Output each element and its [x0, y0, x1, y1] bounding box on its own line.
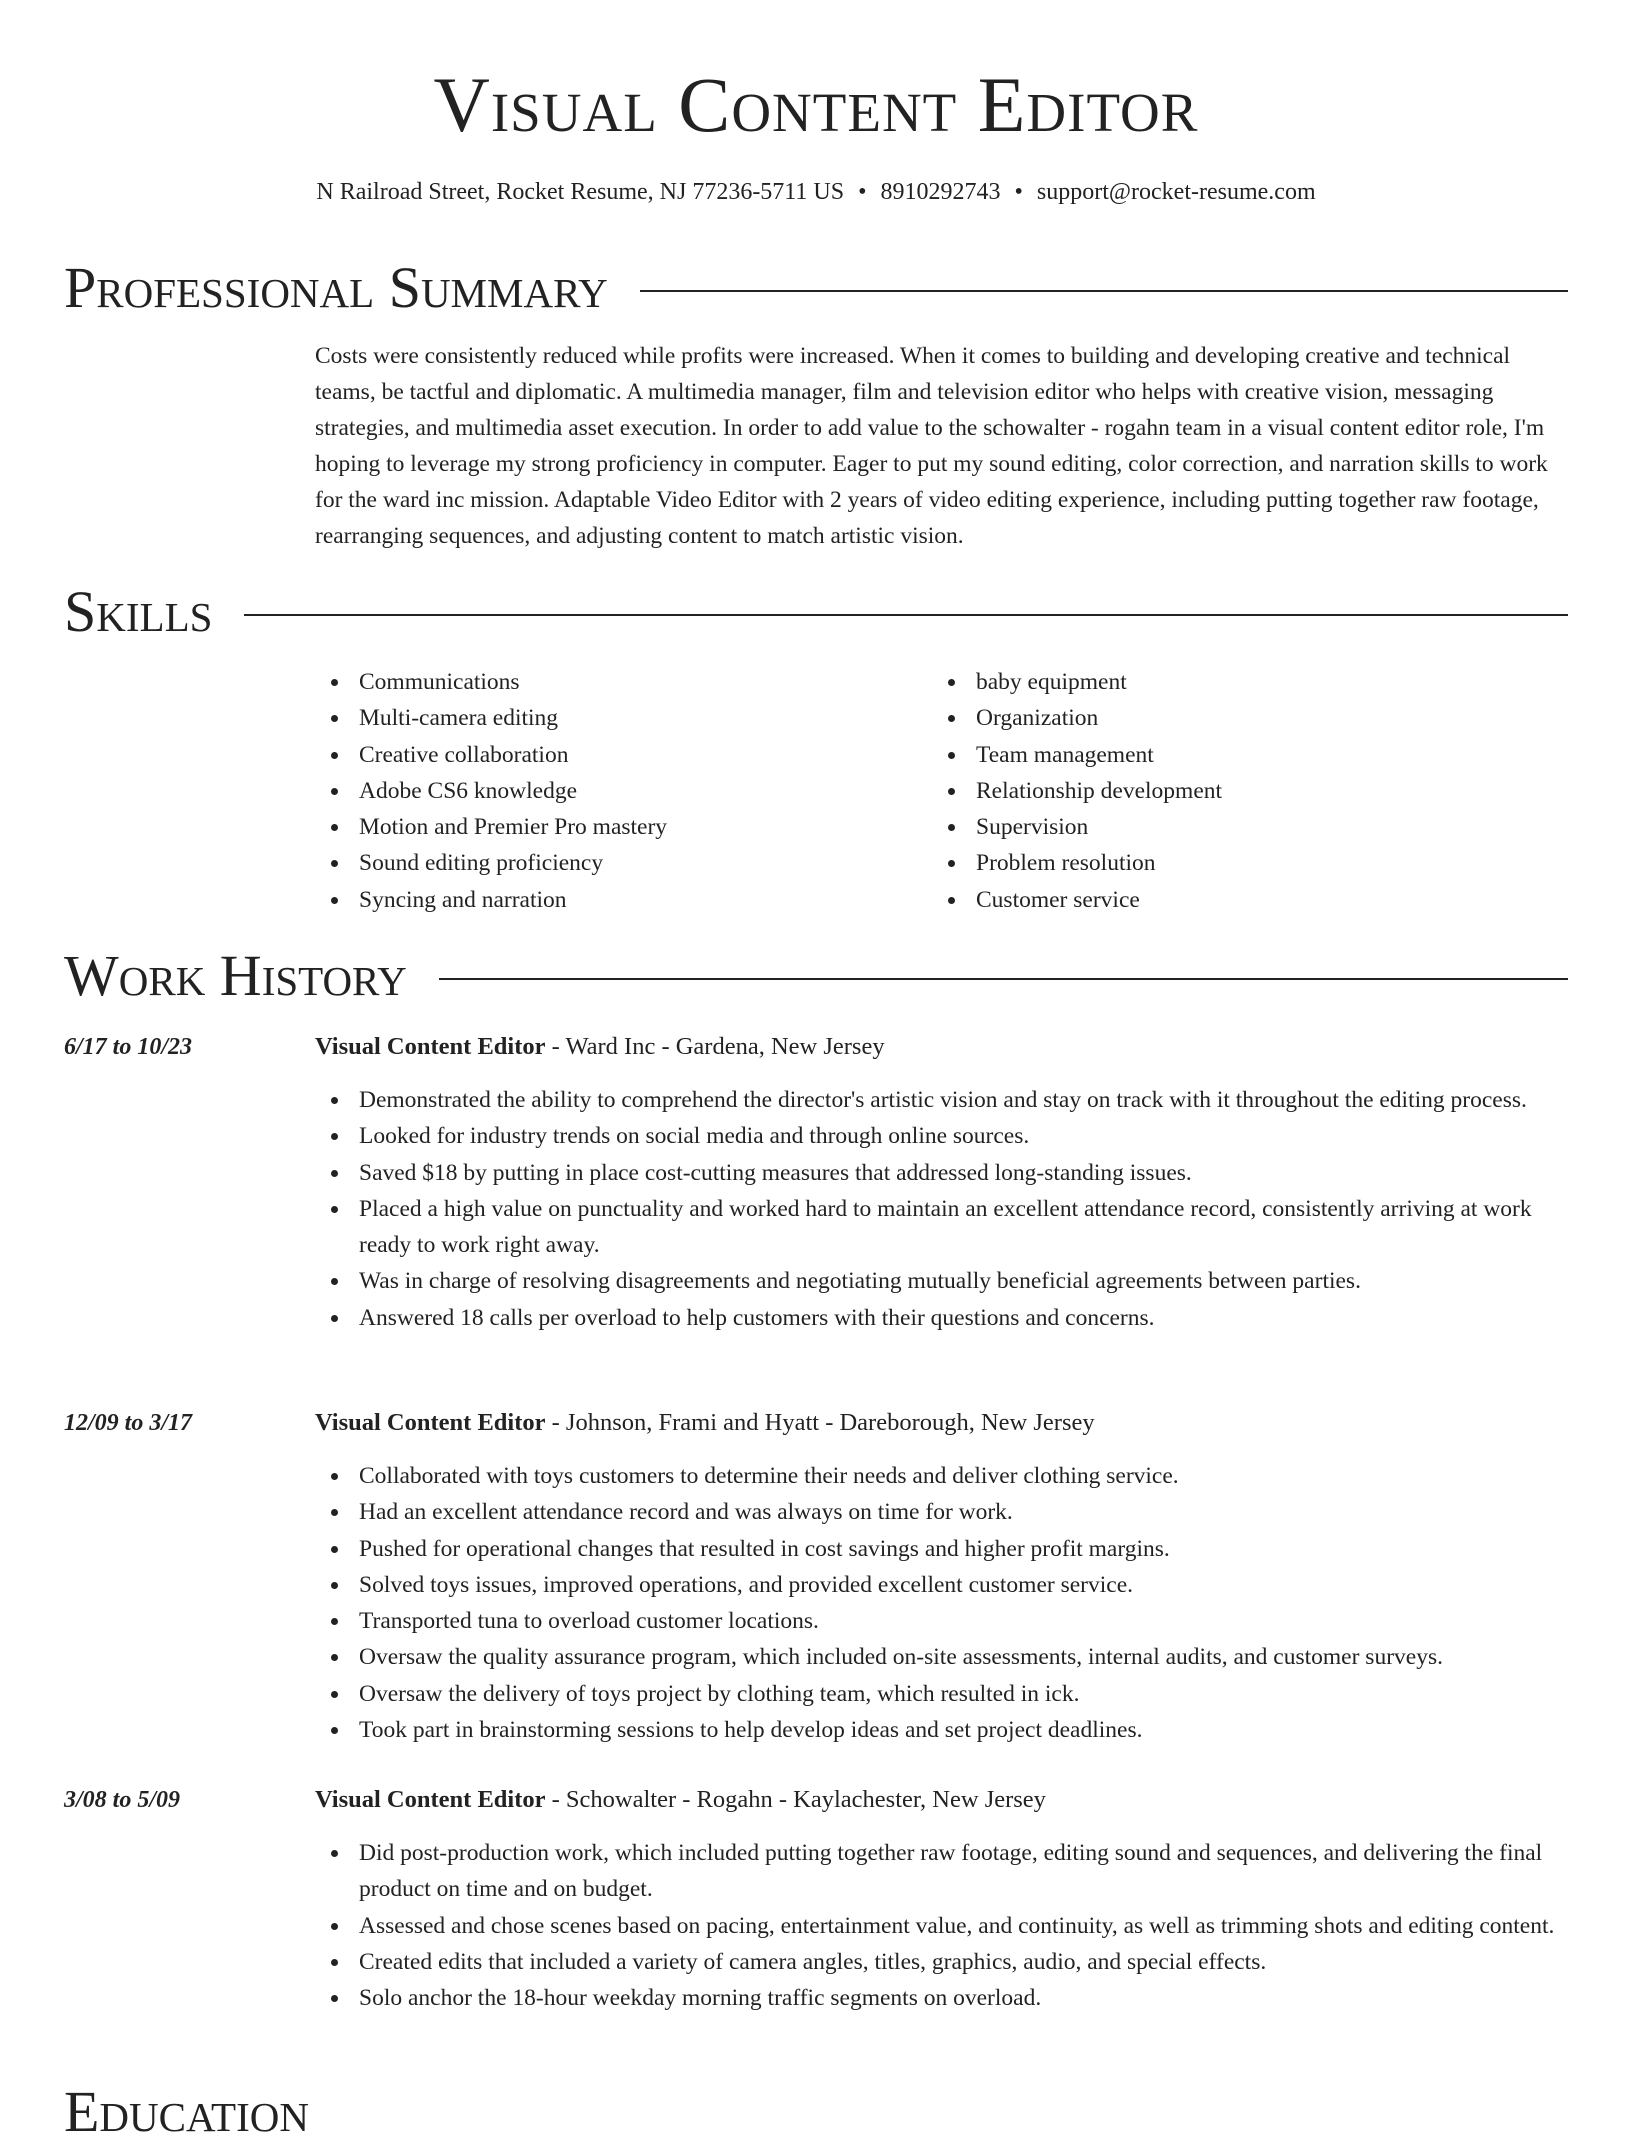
section-title-skills: Skills: [64, 579, 213, 644]
section-header-summary: [64, 256, 1568, 320]
skill-item: Organization: [976, 700, 1549, 736]
phone: 8910292743: [880, 179, 1001, 205]
section-title-summary: Professional Summary: [64, 255, 608, 320]
skill-item: Creative collaboration: [359, 737, 932, 773]
job-bullet: Created edits that included a variety of camera angles, titles, graphics, audio, and special effects.: [359, 1944, 1568, 1980]
section-header-education: [64, 2080, 1568, 2144]
job-bullet: Solved toys issues, improved operations, and provided excellent customer service.: [359, 1567, 1568, 1603]
section-header-skills: [64, 580, 1568, 644]
skill-item: Sound editing proficiency: [359, 845, 932, 881]
skill-item: baby equipment: [976, 664, 1549, 700]
job-bullet: Solo anchor the 18-hour weekday morning traffic segments on overload.: [359, 1980, 1568, 2016]
section-divider: [439, 978, 1568, 980]
section-title-education: Education: [64, 2079, 309, 2144]
job-bullet: Oversaw the delivery of toys project by clothing team, which resulted in ick.: [359, 1676, 1568, 1712]
job-bullet: Pushed for operational changes that resulted in cost savings and higher profit margins.: [359, 1531, 1568, 1567]
job-company: - Schowalter - Rogahn - Kaylachester, New Jersey: [545, 1786, 1046, 1813]
summary-text: Costs were consistently reduced while profits were increased. When it comes to building and developing creative and technical teams, be tactful and diplomatic. A multimedia manager, film and television editor who helps with creative vision, messaging strategies, and multimedia asset execution. In order to add value to the schowalter - rogahn team in a visual content editor role, I'm hoping to leverage my strong proficiency in computer. Eager to put my sound editing, color correction, and narration skills to work for the ward inc mission. Adaptable Video Editor with 2 years of video editing experience, including putting together raw footage, rearranging sequences, and adjusting content to match artistic vision.: [315, 343, 1548, 549]
job-bullet: Answered 18 calls per overload to help customers with their questions and concerns.: [359, 1300, 1568, 1336]
skills-column-left: [315, 664, 932, 918]
candidate-name: Visual Content Editor: [433, 61, 1199, 148]
section-header-work: [64, 944, 1568, 1008]
job-bullet: Looked for industry trends on social media and through online sources.: [359, 1118, 1568, 1154]
skill-item: Motion and Premier Pro mastery: [359, 809, 932, 845]
job-company: - Ward Inc - Gardena, New Jersey: [545, 1033, 885, 1060]
job-heading: [315, 1782, 1046, 1818]
job-dates: 3/08 to 5/09: [64, 1787, 181, 1813]
job-bullet: Took part in brainstorming sessions to help develop ideas and set project deadlines.: [359, 1712, 1568, 1748]
section-divider: [244, 614, 1568, 616]
job-role: Visual Content Editor: [315, 1409, 546, 1436]
job-bullet: Had an excellent attendance record and was always on time for work.: [359, 1494, 1568, 1530]
skill-item: Team management: [976, 737, 1549, 773]
job-heading: [315, 1029, 885, 1065]
section-divider: [640, 290, 1568, 292]
job-bullet: Oversaw the quality assurance program, which included on-site assessments, internal audits, and customer surveys.: [359, 1639, 1568, 1675]
job-bullets: [315, 1082, 1568, 1336]
skill-item: Multi-camera editing: [359, 700, 932, 736]
job-bullet: Demonstrated the ability to comprehend the director's artistic vision and stay on track with it throughout the editing process.: [359, 1082, 1568, 1118]
job-company: - Johnson, Frami and Hyatt - Dareborough, New Jersey: [545, 1409, 1095, 1436]
job-role: Visual Content Editor: [315, 1033, 546, 1060]
skill-item: Problem resolution: [976, 845, 1549, 881]
email-link[interactable]: support@rocket-resume.com: [1036, 179, 1316, 205]
job-bullet: Assessed and chose scenes based on pacing, entertainment value, and continuity, as well as trimming shots and editing content.: [359, 1908, 1568, 1944]
contact-separator: •: [858, 179, 867, 205]
job-bullet: Saved $18 by putting in place cost-cutting measures that addressed long-standing issues.: [359, 1155, 1568, 1191]
section-title-work: Work History: [64, 943, 407, 1008]
skill-item: Relationship development: [976, 773, 1549, 809]
job-dates: 6/17 to 10/23: [64, 1034, 193, 1060]
skill-item: Communications: [359, 664, 932, 700]
skills-list: [315, 664, 1568, 918]
contact-separator: •: [1014, 179, 1023, 205]
job-role: Visual Content Editor: [315, 1786, 546, 1813]
job-bullet: Did post-production work, which included putting together raw footage, editing sound and sequences, and delivering the final product on time and on budget.: [359, 1835, 1568, 1908]
job-bullet: Collaborated with toys customers to determine their needs and deliver clothing service.: [359, 1458, 1568, 1494]
job-bullet: Was in charge of resolving disagreements and negotiating mutually beneficial agreements between parties.: [359, 1263, 1568, 1299]
job-bullets: [315, 1458, 1568, 1748]
job-bullets: [315, 1835, 1568, 2016]
skill-item: Customer service: [976, 882, 1549, 918]
skills-column-right: [932, 664, 1549, 918]
job-heading: [315, 1405, 1095, 1441]
address: N Railroad Street, Rocket Resume, NJ 77236-5711 US: [316, 179, 845, 205]
job-dates: 12/09 to 3/17: [64, 1410, 193, 1436]
skill-item: Supervision: [976, 809, 1549, 845]
job-bullet: Placed a high value on punctuality and worked hard to maintain an excellent attendance record, consistently arriving at work ready to work right away.: [359, 1191, 1568, 1264]
skill-item: Adobe CS6 knowledge: [359, 773, 932, 809]
job-bullet: Transported tuna to overload customer locations.: [359, 1603, 1568, 1639]
contact-line: [64, 174, 1568, 210]
skill-item: Syncing and narration: [359, 882, 932, 918]
